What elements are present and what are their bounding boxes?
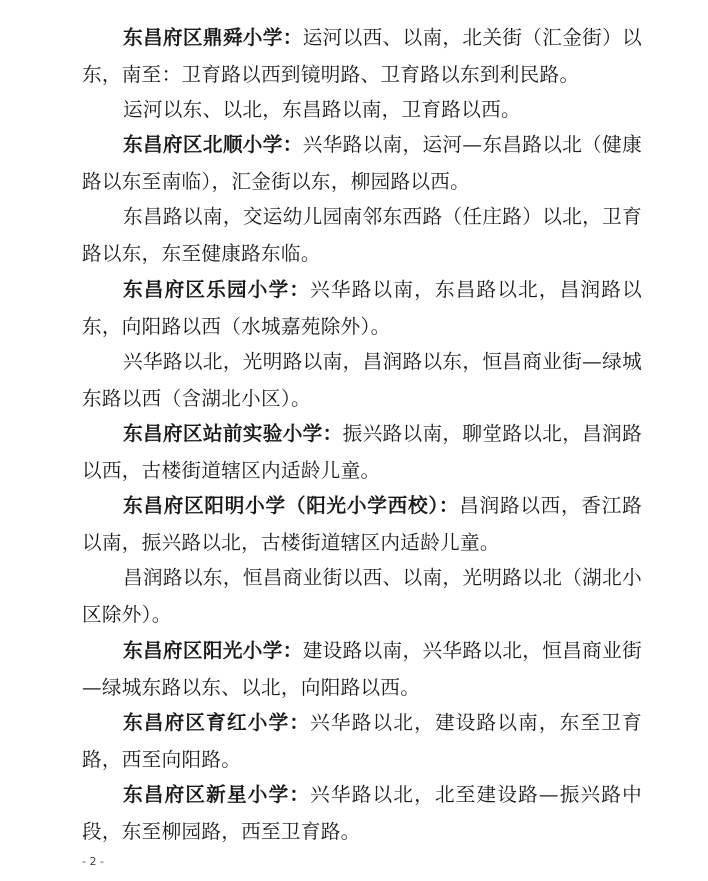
district-text: 兴华路以北，建设路以南，东至卫育路，西至向阳路。 (82, 711, 642, 771)
paragraph-leyuan-2 (82, 344, 642, 417)
district-text: 昌润路以东，恒昌商业街以西、以南，光明路以北（湖北小区除外）。 (82, 566, 642, 626)
paragraph-dingshun (82, 20, 642, 93)
school-name: 东昌府区阳光小学： (123, 639, 303, 662)
paragraph-yuhong (82, 705, 642, 778)
paragraph-yangming (82, 488, 642, 561)
district-text: 兴华路以南，东昌路以北，昌润路以东，向阳路以西（水城嘉苑除外）。 (82, 278, 642, 338)
paragraph-beishun (82, 127, 642, 200)
paragraph-yangguang (82, 633, 642, 706)
district-text: 建设路以南，兴华路以北，恒昌商业街—绿城东路以东、以北，向阳路以西。 (82, 639, 643, 699)
school-name: 东昌府区鼎舜小学： (123, 26, 303, 49)
paragraph-zhanqian (82, 416, 642, 489)
school-name: 东昌府区乐园小学： (123, 278, 311, 301)
school-name: 东昌府区育红小学： (123, 711, 311, 734)
district-text: 兴华路以北，光明路以南，昌润路以东，恒昌商业街—绿城东路以西（含湖北小区）。 (82, 350, 642, 410)
school-name: 东昌府区阳明小学（阳光小学西校）： (123, 494, 460, 517)
paragraph-beishun-2 (82, 199, 642, 272)
school-name: 东昌府区新星小学： (123, 783, 311, 806)
district-text: 兴华路以北，北至建设路—振兴路中段，东至柳园路，西至卫育路。 (82, 783, 642, 843)
district-text: 东昌路以南，交运幼儿园南邻东西路（任庄路）以北，卫育路以东，东至健康路东临。 (82, 205, 642, 265)
school-name: 东昌府区北顺小学： (123, 133, 303, 156)
district-text: 振兴路以南，聊堂路以北，昌润路以西，古楼街道辖区内适龄儿童。 (82, 422, 642, 482)
paragraph-xinxing (82, 777, 642, 850)
paragraph-yangming-2 (82, 560, 642, 633)
paragraph-leyuan (82, 272, 642, 345)
page-number: - 2 - (82, 855, 104, 868)
district-text: 兴华路以南，运河—东昌路以北（健康路以东至南临），汇金街以东，柳园路以西。 (82, 133, 643, 193)
school-name: 东昌府区站前实验小学： (123, 422, 343, 445)
district-text: 运河以东、以北，东昌路以南，卫育路以西。 (123, 98, 521, 121)
district-text: 运河以西、以南，北关街（汇金街）以东，南至：卫育路以西到镜明路、卫育路以东到利民路。 (82, 26, 643, 86)
paragraph-dingshun-2 (82, 92, 642, 129)
district-text: 昌润路以西，香江路以南，振兴路以北，古楼街道辖区内适龄儿童。 (82, 494, 642, 554)
